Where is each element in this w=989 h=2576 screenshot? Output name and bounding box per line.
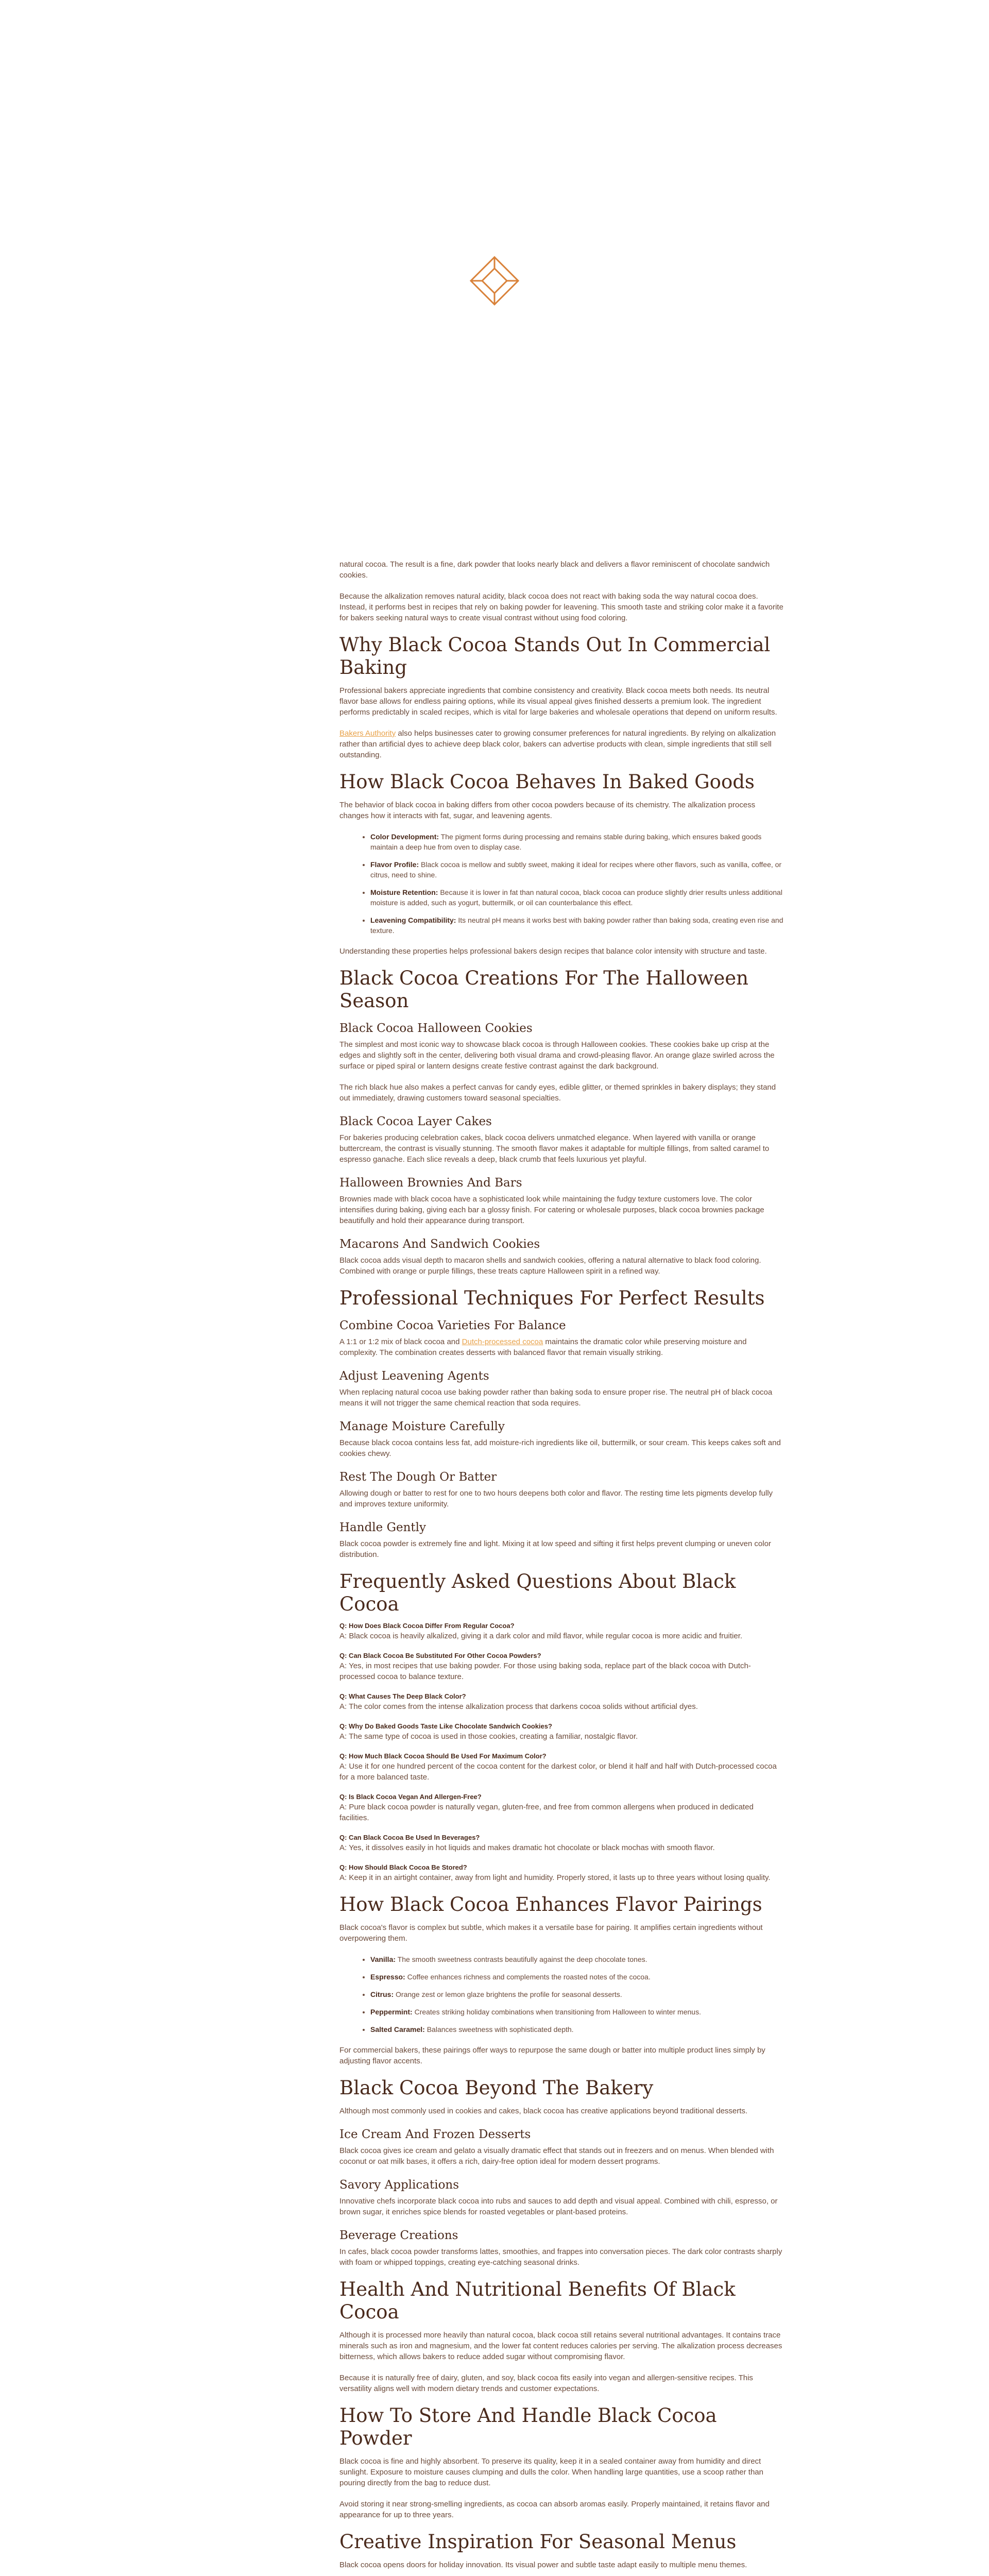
faq-answer: A: Yes, in most recipes that use baking powder. For those using baking soda, replace part of the black cocoa with Dutch-processed cocoa to balance texture. [339,1662,751,1681]
bakers-authority-link[interactable]: Bakers Authority [339,729,396,738]
faq-answer: A: The color comes from the intense alkalization process that darkens cocoa solids without artificial dyes. [339,1702,698,1711]
bullet-list [339,832,783,936]
paragraph: Because black cocoa contains less fat, add moisture-rich ingredients like oil, buttermilk, or sour cream. This keeps cakes soft and cookies chewy. [339,1438,781,1458]
section-heading: Frequently Asked Questions About Black Cocoa [339,1570,736,1615]
paragraph: When replacing natural cocoa use baking powder rather than baking soda to ensure proper rise. The neutral pH of black cocoa means it will not trigger the same chemical reaction that soda requires. [339,1388,773,1408]
list-item: • Espresso: Coffee enhances richness and complements the roasted notes of the cocoa. [370,1972,783,1982]
subheading: Black Cocoa Layer Cakes [339,1115,492,1128]
intro-paragraph: natural cocoa. The result is a fine, dark powder that looks nearly black and delivers a flavor reminiscent of chocolate sandwich cookies. [339,560,770,580]
paragraph: Innovative chefs incorporate black cocoa into rubs and sauces to add depth and visual appeal. Combined with chili, espresso, or brown sugar, it enriches spice blends for roasted vegetables or plant-based proteins. [339,2197,778,2216]
faq-question: Q: How Does Black Cocoa Differ From Regular Cocoa? [339,1622,515,1630]
subheading: Halloween Brownies And Bars [339,1176,522,1190]
section-heading: Professional Techniques For Perfect Results [339,1287,765,1309]
faq-answer: A: The same type of cocoa is used in those cookies, creating a familiar, nostalgic flavor. [339,1732,638,1741]
faq-question: Q: Can Black Cocoa Be Substituted For Other Cocoa Powders? [339,1652,541,1659]
subheading: Manage Moisture Carefully [339,1420,505,1433]
intro-paragraph: Because the alkalization removes natural acidity, black cocoa does not react with baking soda the way natural cocoa does. Instead, it performs best in recipes that rely on baking powder for leavening. This smooth taste and striking color make it a favorite for bakers seeking natural ways to create visual contrast without using food coloring. [339,592,783,622]
section-heading: How Black Cocoa Enhances Flavor Pairings [339,1893,762,1916]
subheading: Combine Cocoa Varieties For Balance [339,1319,566,1332]
subheading: Macarons And Sandwich Cookies [339,1238,540,1251]
paragraph: Because it is naturally free of dairy, gluten, and soy, black cocoa fits easily into vegan and allergen-sensitive recipes. This versatility aligns well with modern dietary trends and customer expectations. [339,2374,753,2393]
section-heading: How Black Cocoa Behaves In Baked Goods [339,771,755,793]
subheading: Black Cocoa Halloween Cookies [339,1022,533,1035]
subheading: Beverage Creations [339,2229,458,2242]
paragraph: In cafes, black cocoa powder transforms lattes, smoothies, and frappes into conversation pieces. The dark color contrasts sharply with foam or whipped toppings, creating eye-catching seasonal drinks. [339,2247,782,2267]
faq-question: Q: Can Black Cocoa Be Used In Beverages? [339,1834,480,1841]
faq-question: Q: Why Do Baked Goods Taste Like Chocolate Sandwich Cookies? [339,1722,552,1730]
list-item: • Leavening Compatibility: Its neutral pH means it works best with baking powder rather than baking soda, creating even rise and texture. [370,915,783,936]
paragraph: A 1:1 or 1:2 mix of black cocoa and Dutch-processed cocoa maintains the dramatic color while preserving moisture and complexity. The combination creates desserts with balanced flavor that remain visually striking. [339,1337,747,1357]
list-item: • Peppermint: Creates striking holiday combinations when transitioning from Halloween to winter menus. [370,2007,783,2017]
paragraph: Black cocoa's flavor is complex but subtle, which makes it a versatile base for pairing. It amplifies certain ingredients without overpowering them. [339,1923,763,1943]
faq-answer: A: Use it for one hundred percent of the cocoa content for the darkest color, or blend it half and half with Dutch-processed cocoa for a more balanced taste. [339,1762,777,1782]
section-heading: Black Cocoa Beyond The Bakery [339,2077,654,2099]
faq-question: Q: What Causes The Deep Black Color? [339,1692,466,1700]
subheading: Ice Cream And Frozen Desserts [339,2128,531,2141]
paragraph: Although most commonly used in cookies and cakes, black cocoa has creative applications beyond traditional desserts. [339,2107,748,2115]
list-item: • Vanilla: The smooth sweetness contrasts beautifully against the deep chocolate tones. [370,1954,783,1964]
list-item: • Citrus: Orange zest or lemon glaze brightens the profile for seasonal desserts. [370,1989,783,1999]
paragraph: Brownies made with black cocoa have a sophisticated look while maintaining the fudgy texture customers love. The color intensifies during baking, giving each bar a glossy finish. For catering or wholesale purposes, black cocoa brownies package beautifully and hold their appearance during transport. [339,1195,764,1225]
paragraph: For bakeries producing celebration cakes, black cocoa delivers unmatched elegance. When layered with vanilla or orange buttercream, the contrast is visually stunning. The smooth flavor makes it adaptable for multiple fillings, from salted caramel to espresso ganache. Each slice reveals a deep, black crumb that feels luxurious yet playful. [339,1133,770,1164]
paragraph: Black cocoa opens doors for holiday innovation. Its visual power and subtle taste adapt easily to multiple menu themes. [339,2561,747,2569]
section-heading: Health And Nutritional Benefits Of Black Cocoa [339,2278,736,2323]
paragraph: The behavior of black cocoa in baking differs from other cocoa powders because of its chemistry. The alkalization process changes how it interacts with fat, sugar, and leavening agents. [339,801,756,820]
paragraph: Black cocoa gives ice cream and gelato a visually dramatic effect that stands out in freezers and on menus. When blended with coconut or oat milk bases, it offers a rich, dairy-free option ideal for modern dessert programs. [339,2146,774,2166]
faq-question: Q: How Should Black Cocoa Be Stored? [339,1863,467,1871]
paragraph: Although it is processed more heavily than natural cocoa, black cocoa still retains several nutritional advantages. It contains trace minerals such as iron and magnesium, and the lower fat content reduces calories per serving. The alkalization process decreases bitterness, which allows bakers to reduce added sugar without compromising flavor. [339,2331,782,2361]
paragraph: Bakers Authority also helps businesses cater to growing consumer preferences for natural ingredients. By relying on alkalization rather than artificial dyes to achieve deep black color, bakers can advertise products with clean, simple ingredients that still sell outstanding. [339,729,776,759]
faq-question: Q: How Much Black Cocoa Should Be Used For Maximum Color? [339,1752,547,1760]
paragraph: Professional bakers appreciate ingredients that combine consistency and creativity. Black cocoa meets both needs. Its neutral flavor base allows for endless pairing options, while its visual appeal gives finished desserts a premium look. The ingredient performs predictably in scaled recipes, which is vital for large bakeries and wholesale operations that depend on uniform results. [339,686,777,717]
subheading: Rest The Dough Or Batter [339,1470,497,1484]
list-item: • Flavor Profile: Black cocoa is mellow and subtly sweet, making it ideal for recipes where other flavors, such as vanilla, coffee, or citrus, need to shine. [370,859,783,880]
list-item: • Salted Caramel: Balances sweetness with sophisticated depth. [370,2024,783,2035]
subheading: Handle Gently [339,1521,426,1534]
faq-answer: A: Yes, it dissolves easily in hot liquids and makes dramatic hot chocolate or black mochas with smooth flavor. [339,1843,715,1852]
diamond-logo-icon [469,255,520,307]
article-body [339,559,783,2576]
paragraph: Black cocoa powder is extremely fine and light. Mixing it at low speed and sifting it first helps prevent clumping or uneven color distribution. [339,1539,771,1559]
paragraph: Understanding these properties helps professional bakers design recipes that balance color intensity with structure and taste. [339,947,767,956]
faq-question: Q: Is Black Cocoa Vegan And Allergen-Free? [339,1793,482,1801]
paragraph: Black cocoa adds visual depth to macaron shells and sandwich cookies, offering a natural alternative to black food coloring. Combined with orange or purple fillings, these treats capture Halloween spirit in a refined way. [339,1256,761,1276]
faq-answer: A: Keep it in an airtight container, away from light and humidity. Properly stored, it lasts up to three years without losing quality. [339,1873,771,1882]
paragraph: For commercial bakers, these pairings offer ways to repurpose the same dough or batter into multiple product lines simply by adjusting flavor accents. [339,2046,765,2065]
section-heading: How To Store And Handle Black Cocoa Powder [339,2404,717,2449]
paragraph: Black cocoa is fine and highly absorbent. To preserve its quality, keep it in a sealed container away from humidity and direct sunlight. Exposure to moisture causes clumping and dulls the color. When handling large quantities, use a scoop rather than pouring directly from the bag to reduce dust. [339,2457,763,2487]
subheading: Savory Applications [339,2178,459,2192]
list-item: • Color Development: The pigment forms during processing and remains stable during baking, which ensures baked goods maintain a deep hue from oven to display case. [370,832,783,852]
subheading: Adjust Leavening Agents [339,1369,489,1383]
section-heading: Why Black Cocoa Stands Out In Commercial Baking [339,634,771,679]
paragraph: The simplest and most iconic way to showcase black cocoa is through Halloween cookies. These cookies bake up crisp at the edges and slightly soft in the center, delivering both visual drama and crowd-pleasing flavor. An orange glaze swirled across the surface or piped spiral or lantern designs create festive contrast against the dark background. [339,1040,775,1071]
dutch-processed-cocoa-link[interactable]: Dutch-processed cocoa [462,1337,543,1346]
faq-answer: A: Black cocoa is heavily alkalized, giving it a dark color and mild flavor, while regular cocoa is more acidic and fruitier. [339,1632,743,1640]
paragraph: Avoid storing it near strong-smelling ingredients, as cocoa can absorb aromas easily. Properly maintained, it retains flavor and appearance for up to three years. [339,2500,770,2519]
faq-answer: A: Pure black cocoa powder is naturally vegan, gluten-free, and free from common allergens when produced in dedicated facilities. [339,1803,754,1822]
bullet-list [339,1954,783,2035]
paragraph: Allowing dough or batter to rest for one to two hours deepens both color and flavor. The resting time lets pigments develop fully and improves texture uniformity. [339,1489,773,1509]
paragraph: The rich black hue also makes a perfect canvas for candy eyes, edible glitter, or themed sprinkles in bakery displays; they stand out immediately, drawing customers toward seasonal specialties. [339,1083,776,1103]
list-item: • Moisture Retention: Because it is lower in fat than natural cocoa, black cocoa can produce slightly drier results unless additional moisture is added, such as yogurt, buttermilk, or oil can counterbalance this effect. [370,887,783,908]
section-heading: Black Cocoa Creations For The Halloween Season [339,967,749,1012]
section-heading: Creative Inspiration For Seasonal Menus [339,2531,737,2553]
